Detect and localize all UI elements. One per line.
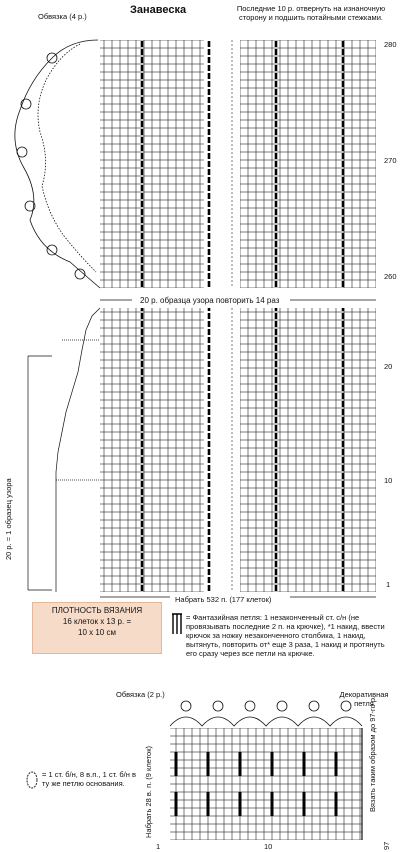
- row-number-10: 10: [384, 476, 393, 485]
- cast-on-label: Набрать 532 п. (177 клеток): [175, 595, 272, 604]
- density-heading: ПЛОТНОСТЬ ВЯЗАНИЯ: [51, 606, 143, 615]
- row-number-270: 270: [384, 156, 397, 165]
- small-col-1: 1: [156, 842, 161, 851]
- row-number-260: 260: [384, 272, 397, 281]
- row-number-20: 20: [384, 362, 393, 371]
- loop-legend-text: = 1 ст. б/н, 8 в.п., 1 ст. б/н в ту же петлю основания.: [42, 770, 136, 788]
- density-line1: 16 клеток х 13 р. =: [62, 617, 132, 626]
- fancy-loop-note: = Фантазийная петля: 1 незаконченный ст. с/н (не провязывать последние 2 п. на крючке), *1 накид, ввести крючок за ножку незаконченного столбика, 1 накид, вытянуть, повторить от* еще 3 раза, 1 накид и протянуть его сразу через все петли на крючке.: [186, 613, 385, 658]
- upper-edging: [15, 40, 100, 288]
- loop-symbol-icon: [24, 770, 40, 796]
- pattern-bracket: [28, 356, 52, 590]
- lower-grid: [100, 308, 376, 592]
- lower-stepped-edge: [56, 308, 100, 592]
- repeat-note: 20 р. образца узора повторить 14 раз: [140, 296, 280, 305]
- small-right-label: Вязать таким образом до 97-го р.: [368, 695, 377, 812]
- small-grid: [170, 728, 362, 840]
- edging-small-label: Обвязка (2 р.): [116, 690, 165, 699]
- pattern-rows-label: 20 р. = 1 образец узора: [4, 478, 13, 560]
- row-number-280: 280: [384, 40, 397, 49]
- row-number-1: 1: [386, 580, 391, 589]
- top-note: Последние 10 р. отвернуть на изнаночную сторону и подшить потайными стежками.: [236, 4, 386, 22]
- edging-top-label: Обвязка (4 р.): [38, 12, 87, 21]
- upper-grid: [100, 40, 376, 288]
- density-box: [32, 602, 162, 654]
- small-edging: [170, 701, 362, 726]
- diagram-title: Занавеска: [130, 4, 187, 16]
- fancy-loop-icon: [170, 612, 184, 636]
- small-left-label: Набрать 28 в. п. (9 клеток): [144, 745, 153, 838]
- decor-loop-label: Декоративная петля: [339, 690, 389, 708]
- density-line2: 10 х 10 см: [78, 628, 116, 637]
- small-col-10: 10: [264, 842, 273, 851]
- small-row-97: 97: [382, 841, 391, 850]
- small-chart-svg: [0, 680, 400, 852]
